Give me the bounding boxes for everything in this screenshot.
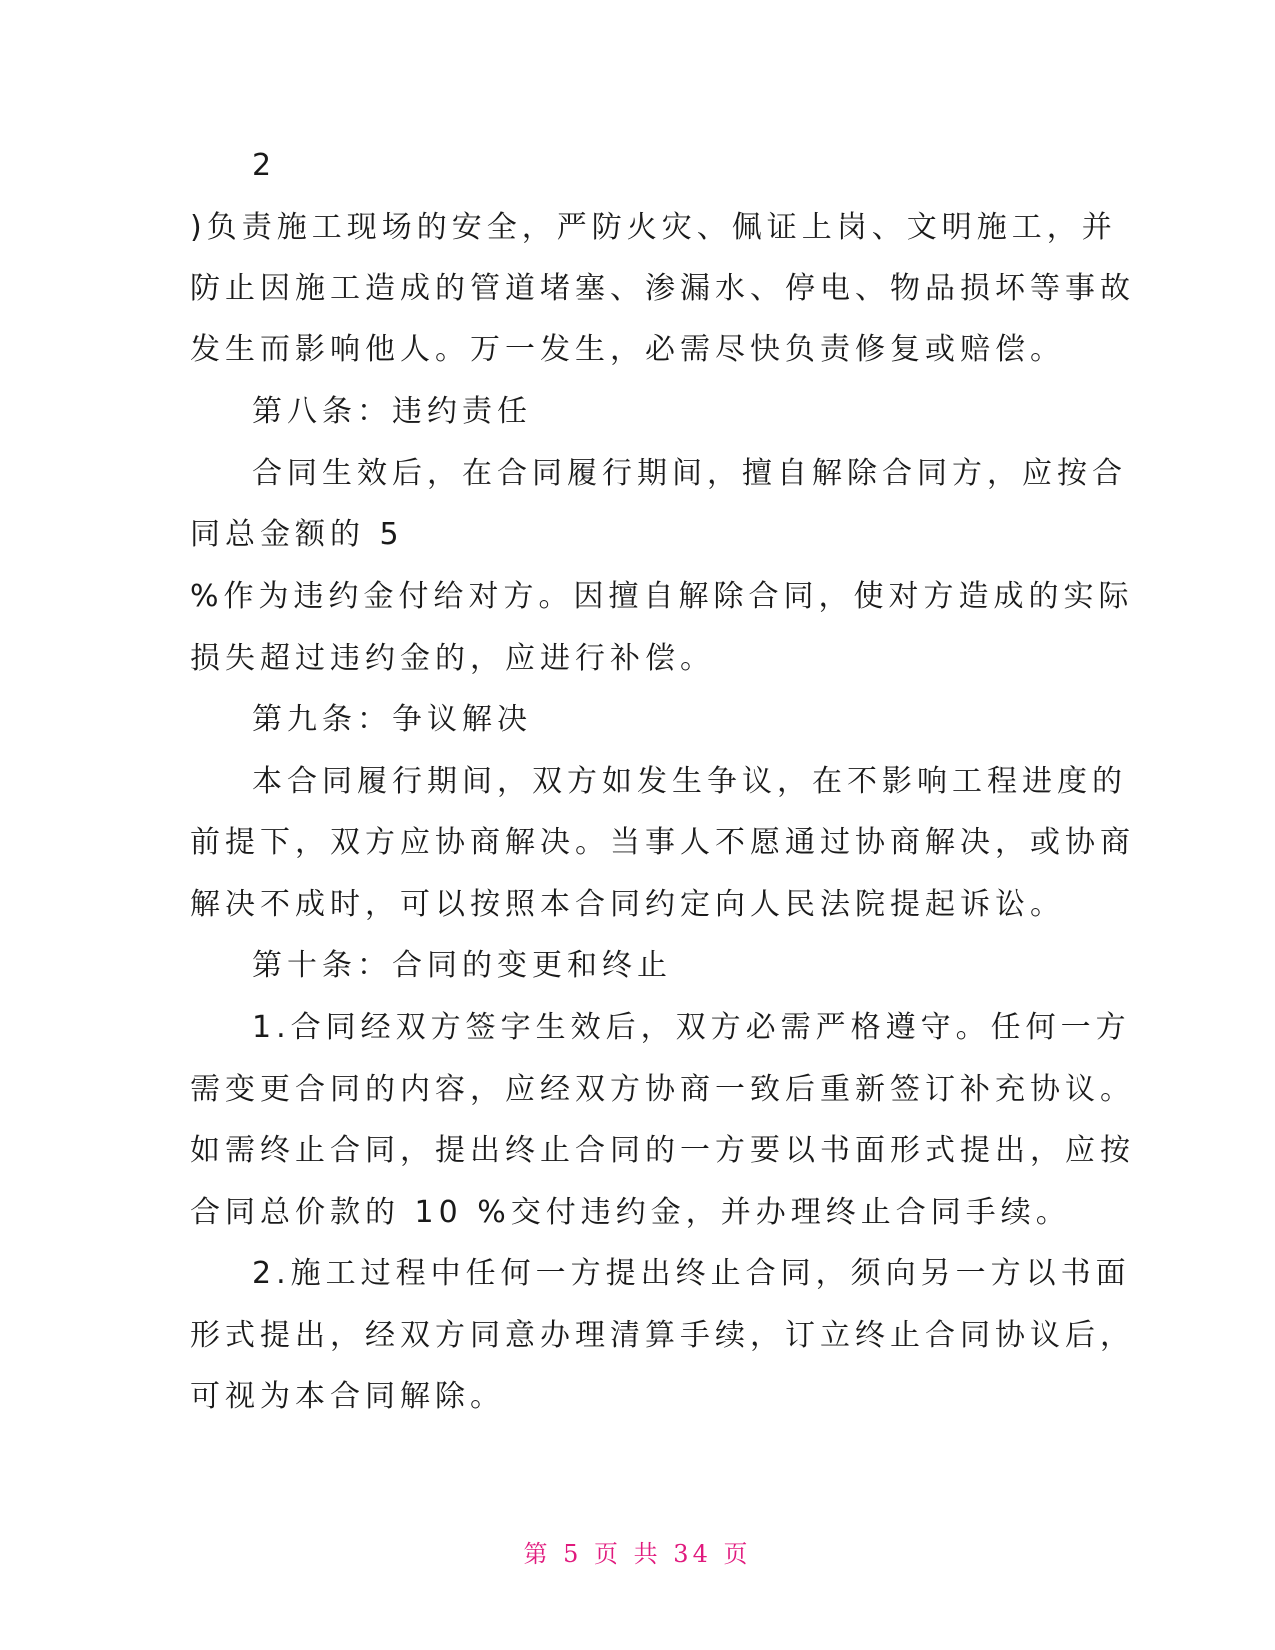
page-continuation-number: 2 bbox=[252, 148, 277, 183]
paragraph-line: 损失超过违约金的，应进行补偿。 bbox=[190, 641, 715, 676]
section-heading-article-8: 第八条：违约责任 bbox=[252, 394, 532, 429]
paragraph-line: 如需终止合同，提出终止合同的一方要以书面形式提出，应按 bbox=[190, 1133, 1135, 1168]
paragraph-line: 形式提出，经双方同意办理清算手续，订立终止合同协议后， bbox=[190, 1318, 1135, 1353]
paragraph-line: 同总金额的 5 bbox=[190, 517, 404, 552]
paragraph-line: 可视为本合同解除。 bbox=[190, 1379, 505, 1414]
paragraph-line: 2.施工过程中任何一方提出终止合同，须向另一方以书面 bbox=[252, 1256, 1131, 1291]
paragraph-line: %作为违约金付给对方。因擅自解除合同，使对方造成的实际 bbox=[190, 579, 1134, 614]
paragraph-line: 合同总价款的 10 %交付违约金，并办理终止合同手续。 bbox=[190, 1195, 1071, 1230]
paragraph-line: 本合同履行期间，双方如发生争议，在不影响工程进度的 bbox=[252, 764, 1127, 799]
paragraph-line: )负责施工现场的安全，严防火灾、佩证上岗、文明施工，并 bbox=[190, 210, 1117, 245]
paragraph-line: 发生而影响他人。万一发生，必需尽快负责修复或赔偿。 bbox=[190, 332, 1065, 367]
paragraph-line: 1.合同经双方签字生效后，双方必需严格遵守。任何一方 bbox=[252, 1010, 1131, 1045]
paragraph-line: 需变更合同的内容，应经双方协商一致后重新签订补充协议。 bbox=[190, 1072, 1135, 1107]
section-heading-article-9: 第九条：争议解决 bbox=[252, 702, 532, 737]
paragraph-line: 合同生效后，在合同履行期间，擅自解除合同方，应按合 bbox=[252, 456, 1127, 491]
paragraph-line: 解决不成时，可以按照本合同约定向人民法院提起诉讼。 bbox=[190, 887, 1065, 922]
paragraph-line: 前提下，双方应协商解决。当事人不愿通过协商解决，或协商 bbox=[190, 825, 1135, 860]
paragraph-line: 防止因施工造成的管道堵塞、渗漏水、停电、物品损坏等事故 bbox=[190, 271, 1135, 306]
page-footer-number: 第 5 页 共 34 页 bbox=[523, 1540, 752, 1568]
section-heading-article-10: 第十条：合同的变更和终止 bbox=[252, 948, 672, 983]
